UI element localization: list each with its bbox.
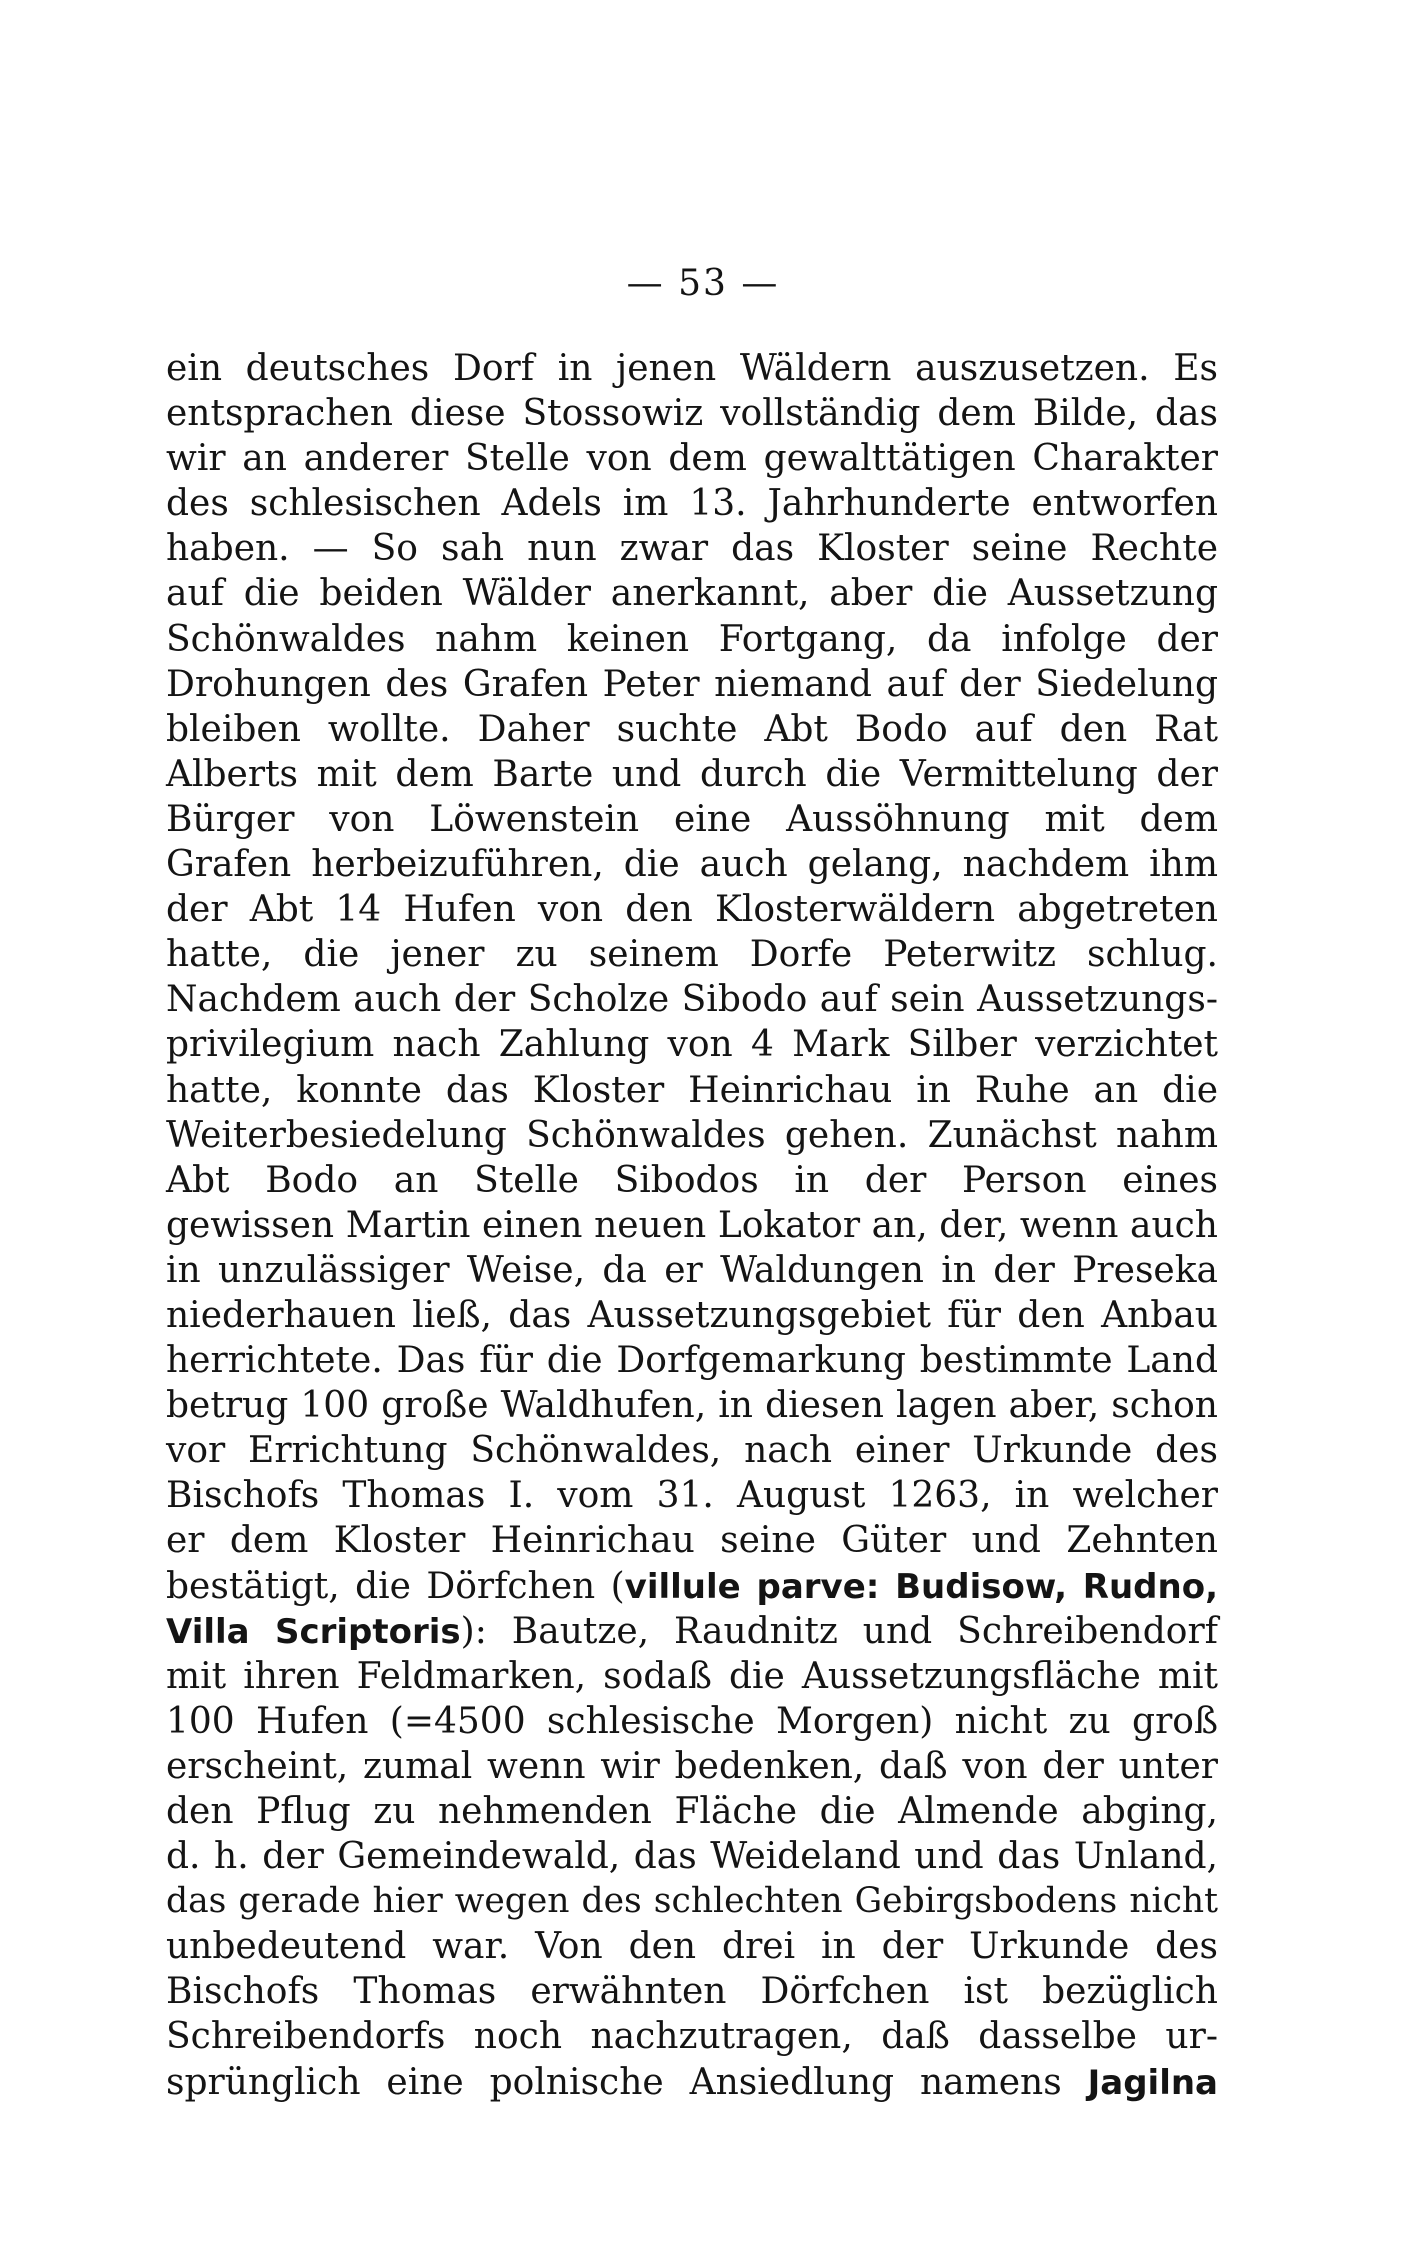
text-line — [166, 932, 1218, 977]
text-line — [166, 1744, 1218, 1789]
text-run: vor Errichtung Schönwaldes, nach einer Urkunde des — [166, 1430, 1218, 1472]
text-run: ein deutsches Dorf in jenen Wäldern auszusetzen. Es — [166, 348, 1218, 389]
text-run: bleiben wollte. Daher suchte Abt Bodo auf den Rat — [166, 708, 1218, 750]
text-run: der Abt 14 Hufen von den Klosterwäldern abgetreten — [166, 889, 1218, 931]
text-line — [166, 887, 1218, 932]
text-run: das gerade hier wegen des schlechten Gebirgsbodens nicht — [166, 1881, 1218, 1922]
text-run: Weiterbesiedelung Schönwaldes gehen. Zunächst nahm — [166, 1114, 1218, 1156]
text-run: Alberts mit dem Barte und durch die Vermittelung der — [166, 753, 1218, 795]
text-line — [166, 2060, 1218, 2105]
text-line — [166, 1248, 1218, 1293]
text-run: den Pflug zu nehmenden Fläche die Almende abging, — [166, 1791, 1218, 1832]
text-run: Schreibendorfs noch nachzutragen, daß dasselbe ur- — [166, 2016, 1218, 2058]
text-line — [166, 391, 1218, 436]
text-line — [166, 842, 1218, 887]
text-line — [166, 2014, 1218, 2059]
text-line — [166, 662, 1218, 707]
text-run: Grafen herbeizuführen, die auch gelang, nachdem ihm — [166, 844, 1218, 886]
text-line — [166, 1203, 1218, 1248]
latin-text: villule parve: Budisow, Rudno, — [624, 1566, 1218, 1607]
text-line — [166, 481, 1218, 526]
text-run: ): Bautze, Raudnitz und Schreibendorf — [460, 1610, 1218, 1652]
page-number: — 53 — — [626, 263, 780, 304]
text-line — [166, 1789, 1218, 1834]
text-run: Schönwaldes nahm keinen Fortgang, da infolge der — [166, 618, 1218, 660]
text-run: erscheint, zumal wenn wir bedenken, daß von der unter — [166, 1745, 1218, 1787]
text-line — [166, 1068, 1218, 1113]
text-line — [166, 1428, 1218, 1473]
text-line — [166, 1834, 1218, 1879]
text-run: hatte, die jener zu seinem Dorfe Peterwitz schlug. — [166, 934, 1218, 976]
text-run: 100 Hufen (=4500 schlesische Morgen) nicht zu groß — [166, 1700, 1218, 1742]
text-line — [166, 1969, 1218, 2014]
text-line — [166, 617, 1218, 662]
text-line — [166, 1699, 1218, 1744]
text-run: unbedeutend war. Von den drei in der Urkunde des — [166, 1926, 1218, 1968]
text-run: d. h. der Gemeindewald, das Weideland und das Unland, — [166, 1836, 1218, 1878]
text-run: Nachdem auch der Scholze Sibodo auf sein Aussetzungs- — [166, 979, 1218, 1021]
text-line — [166, 1338, 1218, 1383]
text-line — [166, 1022, 1218, 1067]
text-run: Abt Bodo an Stelle Sibodos in der Person eines — [166, 1159, 1218, 1201]
text-run: sprünglich eine polnische Ansiedlung namens — [166, 2061, 1088, 2103]
text-line — [166, 1518, 1218, 1563]
latin-text: Villa Scriptoris — [166, 1611, 461, 1652]
text-run: des schlesischen Adels im 13. Jahrhunderte entworfen — [166, 483, 1218, 525]
text-run: Drohungen des Grafen Peter niemand auf der Siedelung — [166, 663, 1218, 705]
text-line — [166, 752, 1218, 797]
text-run: bestätigt, die Dörfchen ( — [166, 1565, 625, 1607]
text-line — [166, 1924, 1218, 1969]
text-run: privilegium nach Zahlung von 4 Mark Silber verzichtet — [166, 1024, 1218, 1066]
text-run: entsprachen diese Stossowiz vollständig dem Bilde, das — [166, 393, 1218, 435]
text-line — [166, 1383, 1218, 1428]
text-line — [166, 571, 1218, 616]
text-run: herrichtete. Das für die Dorfgemarkung bestimmte Land — [166, 1340, 1218, 1382]
text-run: auf die beiden Wälder anerkannt, aber die Aussetzung — [166, 573, 1218, 615]
text-run: gewissen Martin einen neuen Lokator an, der, wenn auch — [166, 1204, 1218, 1246]
text-run: mit ihren Feldmarken, sodaß die Aussetzungsfläche mit — [166, 1655, 1218, 1697]
text-line — [166, 436, 1218, 481]
text-line — [166, 1473, 1218, 1518]
text-line — [166, 1158, 1218, 1203]
text-run: Bischofs Thomas erwähnten Dörfchen ist bezüglich — [166, 1971, 1218, 2013]
text-run: Bischofs Thomas I. vom 31. August 1263, in welcher — [166, 1475, 1218, 1517]
text-run: betrug 100 große Waldhufen, in diesen lagen aber, schon — [166, 1385, 1218, 1427]
text-line — [166, 1564, 1218, 1609]
text-run: hatte, konnte das Kloster Heinrichau in Ruhe an die — [166, 1069, 1218, 1111]
text-run: wir an anderer Stelle von dem gewalttätigen Charakter — [166, 438, 1218, 480]
body-text — [166, 346, 1218, 2105]
text-run: haben. — So sah nun zwar das Kloster seine Rechte — [166, 528, 1218, 570]
text-run: Bürger von Löwenstein eine Aussöhnung mit dem — [166, 798, 1218, 840]
text-line — [166, 707, 1218, 752]
text-line — [166, 797, 1218, 842]
text-line — [166, 526, 1218, 571]
text-run: niederhauen ließ, das Aussetzungsgebiet für den Anbau — [166, 1294, 1218, 1336]
text-line — [166, 1293, 1218, 1338]
text-line — [166, 977, 1218, 1022]
text-line — [166, 346, 1218, 391]
text-line — [166, 1609, 1218, 1654]
text-line — [166, 1879, 1218, 1924]
latin-text: Jagilna — [1087, 2062, 1218, 2103]
text-run: er dem Kloster Heinrichau seine Güter und Zehnten — [166, 1520, 1218, 1562]
text-line — [166, 1654, 1218, 1699]
text-line — [166, 1113, 1218, 1158]
text-run: in unzulässiger Weise, da er Waldungen in der Preseka — [166, 1249, 1218, 1291]
